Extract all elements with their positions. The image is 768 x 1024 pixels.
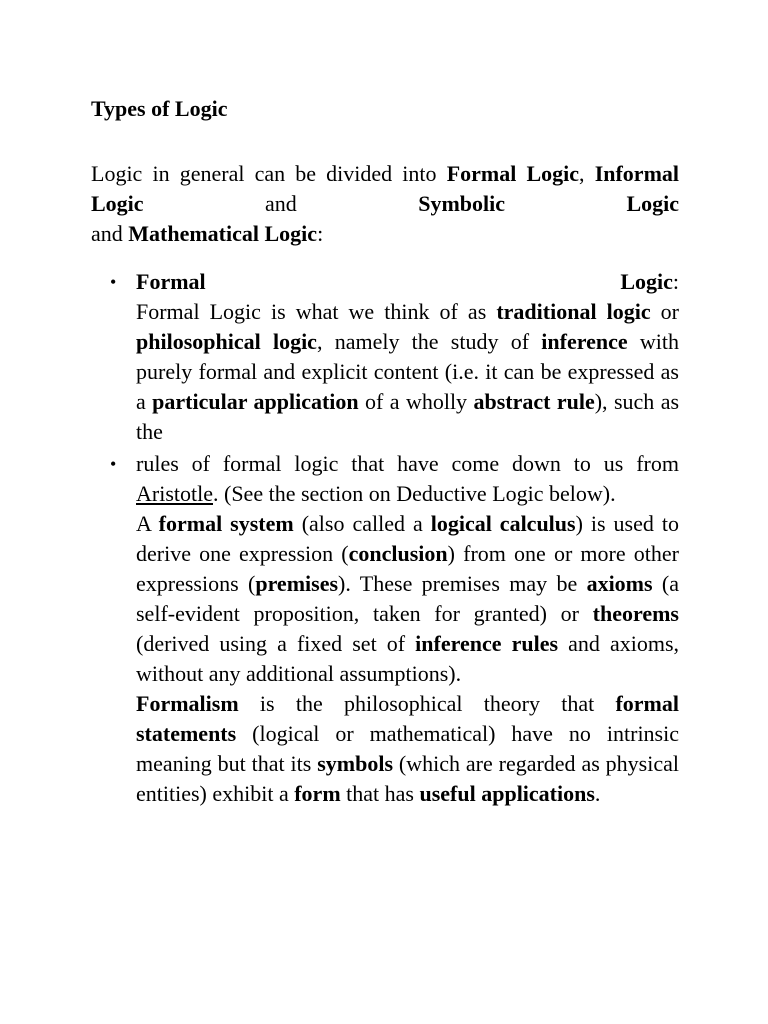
term-theorems: theorems <box>592 601 679 626</box>
term-logical-calculus: logical calculus <box>430 511 576 536</box>
formal-system-paragraph <box>136 509 679 689</box>
intro-text: and <box>143 191 419 216</box>
term-informal-logic: Informal Logic <box>91 161 680 216</box>
body-text: (a self-evident proposition, taken for granted) or <box>136 571 679 626</box>
body-text: ), such as the <box>136 389 680 444</box>
body-text: (logical or mathematical) have no intrinsic meaning but that its <box>136 721 679 776</box>
body-text: that has <box>340 781 420 806</box>
body-text: of a wholly <box>358 389 474 414</box>
term-useful-applications: useful applications <box>419 781 595 806</box>
term-formal-system: formal system <box>158 511 294 536</box>
body-text: and axioms, without any additional assumptions). <box>136 631 679 686</box>
body-text: ) from one or more other expressions ( <box>136 541 679 596</box>
bullet-body <box>136 297 679 447</box>
body-text: (derived using a fixed set of <box>136 631 416 656</box>
body-text: is the philosophical theory that <box>238 691 616 716</box>
formalism-paragraph <box>136 689 679 809</box>
term-symbols: symbols <box>317 751 393 776</box>
term-axioms: axioms <box>586 571 653 596</box>
bullet-icon: • <box>110 454 117 474</box>
body-text: with purely formal and explicit content (i.e. it can be expressed as a <box>136 329 679 414</box>
body-text: . <box>594 781 601 806</box>
body-text: or <box>650 299 679 324</box>
term-formalism: Formalism <box>136 691 239 716</box>
list-item <box>110 449 679 809</box>
body-text: , namely the study of <box>316 329 542 354</box>
term-inference: inference <box>541 329 628 354</box>
term-form: form <box>294 781 341 806</box>
term-philosophical-logic: philosophical logic <box>136 329 317 354</box>
term-premises: premises <box>255 571 339 596</box>
term-symbolic-logic: Symbolic Logic <box>418 191 679 216</box>
body-text: A <box>136 511 159 536</box>
body-text: (also called a <box>293 511 431 536</box>
term-traditional-logic: traditional logic <box>496 299 651 324</box>
body-text: rules of formal logic that have come down to us from <box>136 451 679 476</box>
intro-text: , <box>579 161 595 186</box>
heading-formal-logic: Formal Logic <box>136 269 673 294</box>
body-text: ) is used to derive one expression ( <box>136 511 679 566</box>
intro-line-1 <box>91 159 679 219</box>
body-text: ). These premises may be <box>338 571 587 596</box>
term-formal-statements: formal statements <box>136 691 679 746</box>
term-abstract-rule: abstract rule <box>473 389 595 414</box>
term-inference-rules: inference rules <box>415 631 559 656</box>
term-formal-logic: Formal Logic <box>446 161 580 186</box>
page-title: Types of Logic <box>91 96 228 121</box>
bullet-list <box>110 267 680 809</box>
intro-paragraph <box>91 159 679 249</box>
intro-text: Logic in general can be divided into <box>91 161 447 186</box>
bullet-icon: • <box>110 272 117 292</box>
heading-colon: : <box>672 269 679 294</box>
bullet-body <box>136 449 679 509</box>
aristotle-link[interactable]: Aristotle <box>136 481 213 506</box>
term-particular-application: particular application <box>152 389 359 414</box>
list-item <box>110 267 680 447</box>
term-mathematical-logic: Mathematical Logic <box>128 221 318 246</box>
term-conclusion: conclusion <box>348 541 448 566</box>
body-text: Formal Logic is what we think of as <box>136 299 497 324</box>
intro-text: and <box>91 221 129 246</box>
bullet-heading <box>136 267 679 297</box>
body-text: (which are regarded as physical entities) exhibit a <box>136 751 679 806</box>
intro-text: : <box>317 221 324 246</box>
body-text: . (See the section on Deductive Logic below). <box>213 481 616 506</box>
